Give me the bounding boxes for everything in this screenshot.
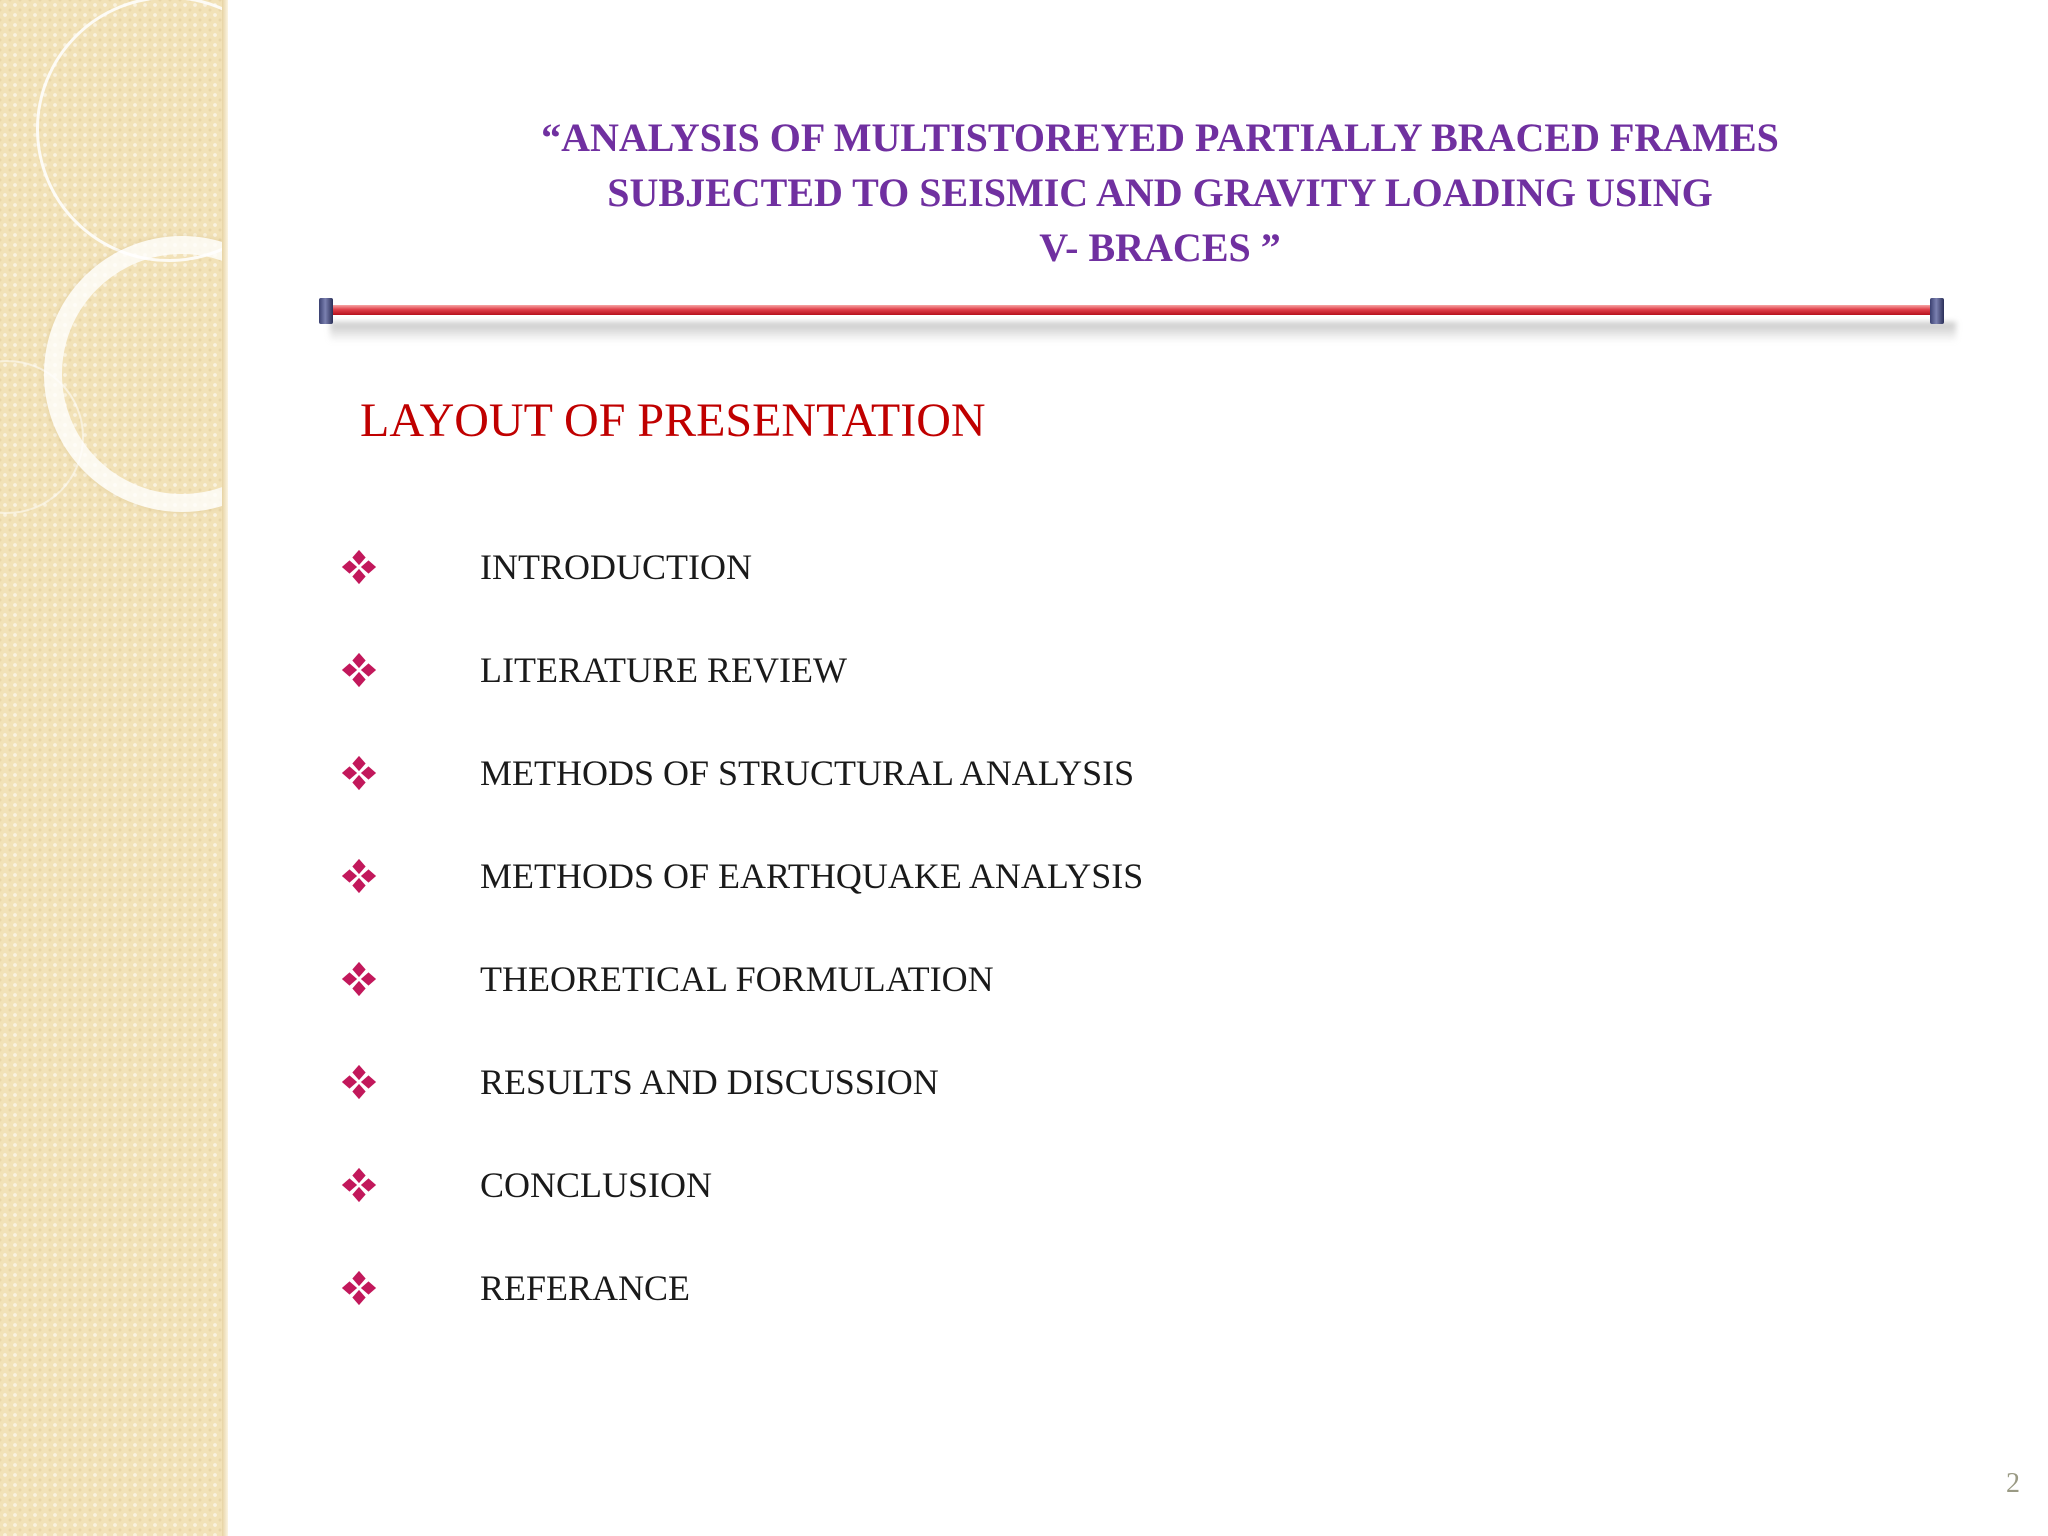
four-diamond-icon (340, 1166, 378, 1204)
agenda-item-label: RESULTS AND DISCUSSION (480, 1062, 939, 1102)
slide-title-line: “ANALYSIS OF MULTISTOREYED PARTIALLY BRACED FRAMES (541, 115, 1779, 160)
four-diamond-icon (340, 857, 378, 895)
title-divider (326, 305, 1938, 315)
four-diamond-icon (340, 754, 378, 792)
agenda-item-label: INTRODUCTION (480, 547, 752, 587)
four-diamond-icon (340, 651, 378, 689)
four-diamond-icon (340, 548, 378, 586)
slide-title-line: SUBJECTED TO SEISMIC AND GRAVITY LOADING USING (607, 170, 1713, 215)
decorative-side-panel (0, 0, 226, 1536)
divider-shadow (330, 322, 1956, 342)
decorative-ring (36, 0, 226, 262)
divider-cap-left (319, 298, 333, 324)
side-panel-edge (222, 0, 228, 1536)
divider-cap-right (1930, 298, 1944, 324)
section-heading: LAYOUT OF PRESENTATION (360, 394, 986, 447)
page-number: 2 (2006, 1468, 2020, 1499)
slide-title (380, 110, 1940, 275)
agenda-item-label: METHODS OF STRUCTURAL ANALYSIS (480, 753, 1135, 793)
slide-title-line: V- BRACES ” (1039, 225, 1281, 270)
agenda-item-label: LITERATURE REVIEW (480, 650, 847, 690)
agenda-item-label: CONCLUSION (480, 1165, 713, 1205)
four-diamond-icon (340, 1269, 378, 1307)
four-diamond-icon (340, 1063, 378, 1101)
four-diamond-icon (340, 960, 378, 998)
agenda-item-label: REFERANCE (480, 1268, 691, 1308)
agenda-item-label: METHODS OF EARTHQUAKE ANALYSIS (480, 856, 1144, 896)
agenda-item-label: THEORETICAL FORMULATION (480, 959, 994, 999)
